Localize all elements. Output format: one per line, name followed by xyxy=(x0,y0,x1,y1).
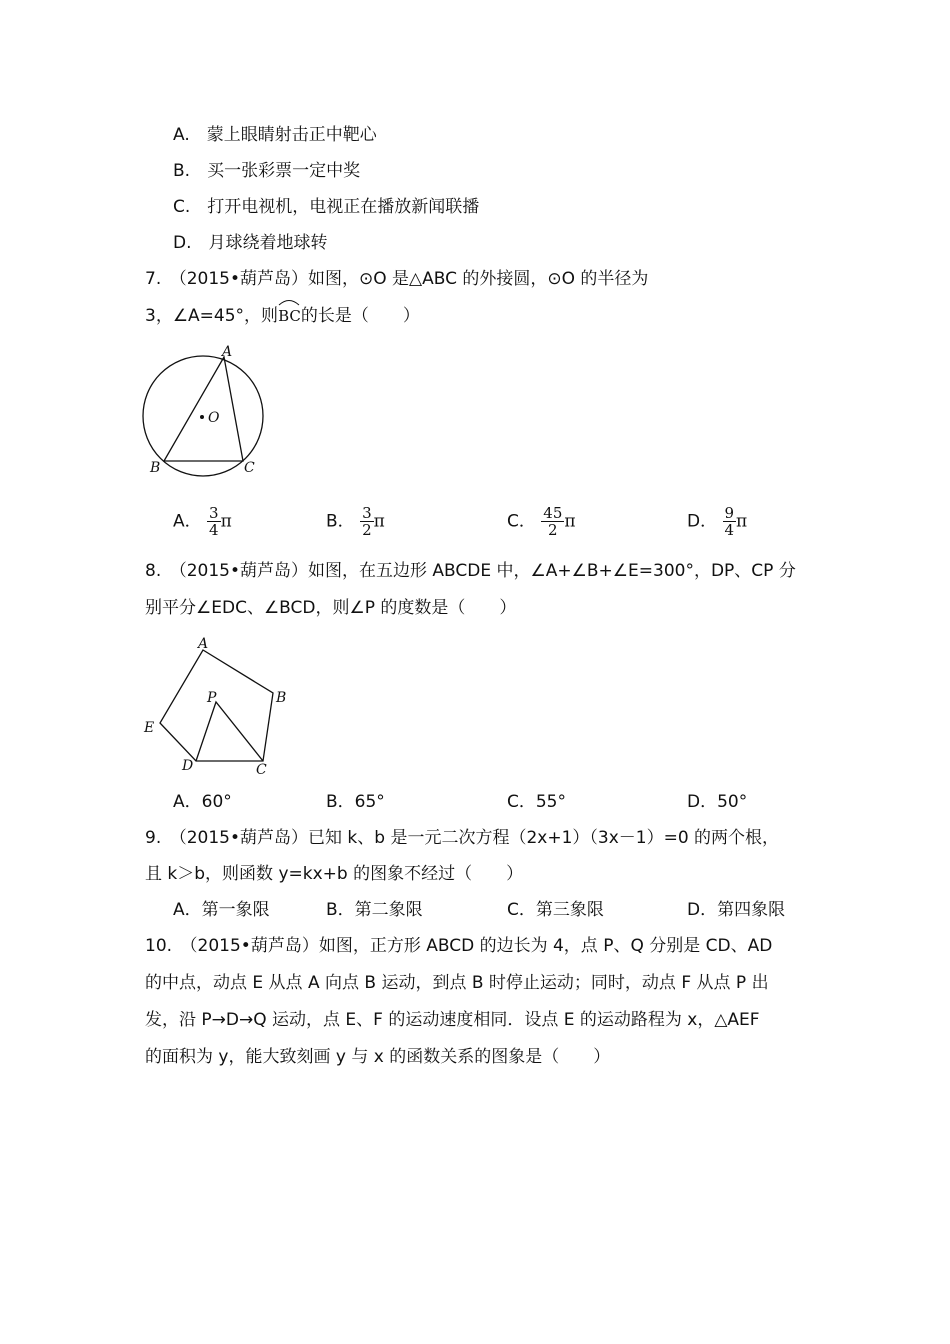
center-point-o xyxy=(200,415,204,419)
bisectors-dp-cp xyxy=(196,702,263,761)
label-b: B xyxy=(276,690,287,706)
pentagon-abcde xyxy=(160,650,273,761)
q10-stem-line4: 的面积为 y，能大致刻画 y 与 x 的函数关系的图象是（ ） xyxy=(145,1047,611,1067)
q8-pentagon-figure xyxy=(140,636,300,778)
q9-option-c: C．第三象限 xyxy=(507,900,604,920)
q7-stem-line2 xyxy=(145,305,420,327)
q9-option-b: B．第二象限 xyxy=(326,900,423,920)
label-p: P xyxy=(207,690,217,706)
q8-option-a: A．60° xyxy=(173,792,232,812)
label-b: B xyxy=(150,460,161,476)
q8-stem-line1: 8. （2015•葫芦岛）如图，在五边形 ABCDE 中，∠A+∠B+∠E=300°，DP、CP 分 xyxy=(145,561,796,581)
q7-stem-pre: 3，∠A=45°，则 xyxy=(145,306,279,326)
q8-option-d: D．50° xyxy=(687,792,748,812)
label-o: O xyxy=(208,410,220,426)
q7-option-b: B． $\frac{3}{2}$ π xyxy=(326,504,385,539)
q6-option-b: B. 买一张彩票一定中奖 xyxy=(173,161,361,181)
q7-option-c: C． $\frac{45}{2}$ π xyxy=(507,504,576,539)
q9-stem-line1: 9. （2015•葫芦岛）已知 k、b 是一元二次方程（2x+1）（3x－1）=0 的两个根， xyxy=(145,828,780,848)
label-d: D xyxy=(182,758,194,774)
q10-stem-line3: 发，沿 P→D→Q 运动，点 E、F 的运动速度相同．设点 E 的运动路程为 x，△AEF xyxy=(145,1010,760,1030)
arc-bc: BC xyxy=(278,305,301,327)
q9-option-d: D．第四象限 xyxy=(687,900,786,920)
label-c: C xyxy=(244,460,255,476)
q10-stem-line2: 的中点，动点 E 从点 A 向点 B 运动，到点 B 时停止运动；同时，动点 F 从点 P 出 xyxy=(145,973,769,993)
q7-option-d: D． $\frac{9}{4}$ π xyxy=(687,504,748,539)
q6-option-d: D. 月球绕着地球转 xyxy=(173,233,328,253)
q6-option-a: A. 蒙上眼睛射击正中靶心 xyxy=(173,125,377,145)
q6-option-c: C. 打开电视机，电视正在播放新闻联播 xyxy=(173,197,480,217)
q7-circle-figure xyxy=(140,342,300,482)
q7-stem-post: 的长是（ ） xyxy=(300,306,420,326)
label-a: A xyxy=(222,344,233,360)
q8-stem-line2: 别平分∠EDC、∠BCD，则∠P 的度数是（ ） xyxy=(145,598,517,618)
label-a: A xyxy=(198,636,209,652)
q8-option-b: B．65° xyxy=(326,792,385,812)
q9-option-a: A．第一象限 xyxy=(173,900,270,920)
q9-stem-line2: 且 k＞b，则函数 y=kx+b 的图象不经过（ ） xyxy=(145,864,524,884)
q7-option-a: A． $\frac{3}{4}$ π xyxy=(173,504,232,539)
q10-stem-line1: 10. （2015•葫芦岛）如图，正方形 ABCD 的边长为 4，点 P、Q 分别是 CD、AD xyxy=(145,936,773,956)
q7-stem-line1: 7. （2015•葫芦岛）如图，⊙O 是△ABC 的外接圆，⊙O 的半径为 xyxy=(145,269,649,289)
label-c: C xyxy=(256,762,267,778)
label-e: E xyxy=(144,720,155,736)
triangle-abc xyxy=(164,357,243,461)
q8-option-c: C．55° xyxy=(507,792,567,812)
